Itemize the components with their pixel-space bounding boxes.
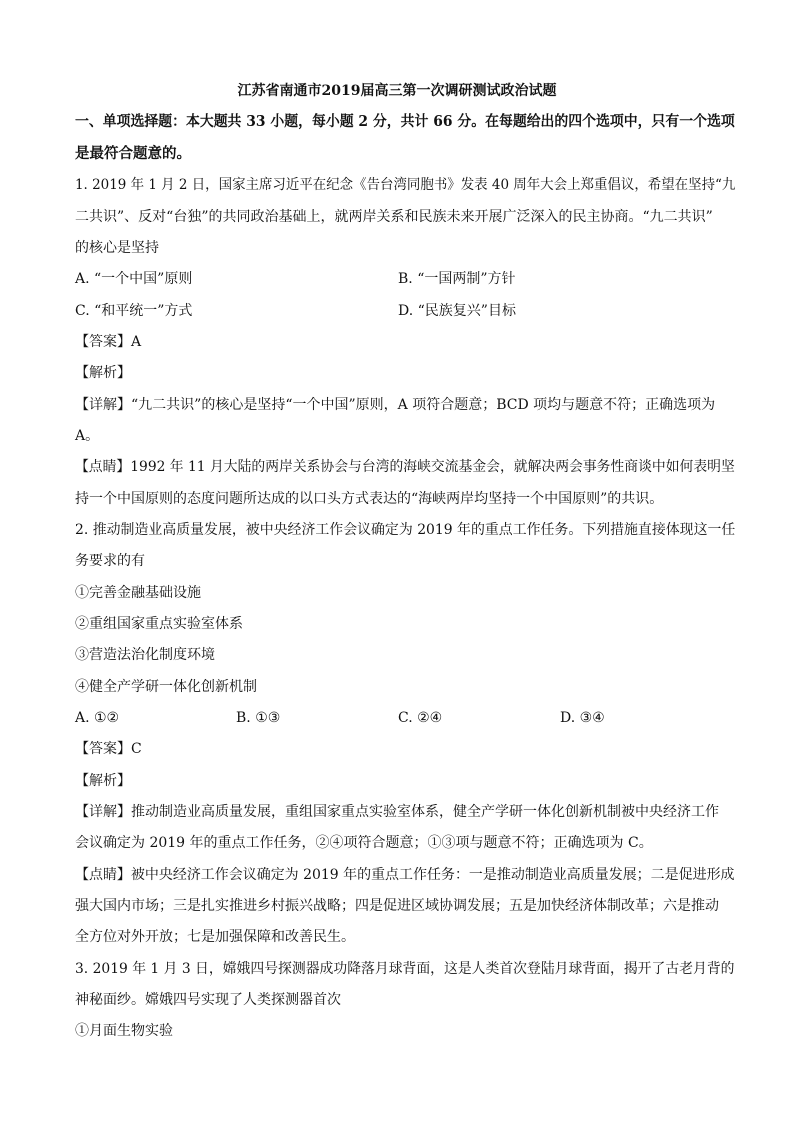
q1-note-line-2: 持一个中国原则的态度问题所达成的以口头方式表达的“海峡两岸均坚持一个中国原则”的共识。 (75, 491, 664, 507)
q2-note-line-3: 全方位对外开放；七是加强保障和改善民生。 (75, 929, 355, 945)
q2-option-c: C. ②④ (398, 710, 443, 726)
q1-stem-line-3: 的核心是坚持 (75, 240, 159, 256)
q1-answer: 【答案】A (75, 334, 142, 350)
q1-note-line-1: 【点睛】1992 年 11 月大陆的两岸关系协会与台湾的海峡交流基金会，就解决两会事务性商谈中如何表明坚 (75, 459, 735, 475)
q2-item-2: ②重组国家重点实验室体系 (75, 616, 243, 632)
q2-analysis-label: 【解析】 (75, 773, 131, 789)
q3-item-1: ①月面生物实验 (75, 1023, 173, 1039)
q2-detail-line-1: 【详解】推动制造业高质量发展，重组国家重点实验室体系，健全产学研一体化创新机制被中央经济工作 (75, 804, 719, 820)
page-title: 江苏省南通市2019届高三第一次调研测试政治试题 (237, 83, 557, 99)
q1-option-d: D. “民族复兴”目标 (398, 303, 516, 319)
q2-option-b: B. ①③ (236, 710, 281, 726)
q1-option-c: C. “和平统一”方式 (75, 303, 193, 319)
q1-stem-line-2: 二共识”、反对“台独”的共同政治基础上，就两岸关系和民族未来开展广泛深入的民主协商。“九二共识” (75, 209, 713, 225)
section-heading-line-1: 一、单项选择题：本大题共 33 小题，每小题 2 分，共计 66 分。在每题给出的四个选项中，只有一个选项 (75, 113, 735, 130)
q1-detail-line-1: 【详解】“九二共识”的核心是坚持“一个中国”原则，A 项符合题意；BCD 项均与题意不符；正确选项为 (75, 397, 716, 413)
q1-option-b: B. “一国两制”方针 (398, 271, 516, 287)
section-heading-line-2: 是最符合题意的。 (75, 145, 191, 162)
q2-item-3: ③营造法治化制度环境 (75, 647, 215, 663)
q2-stem-line-2: 务要求的有 (75, 553, 145, 569)
q3-stem-line-1: 3. 2019 年 1 月 3 日，嫦娥四号探测器成功降落月球背面，这是人类首次登陆月球背面，揭开了古老月背的 (75, 961, 735, 977)
q2-stem-line-1: 2. 推动制造业高质量发展，被中央经济工作会议确定为 2019 年的重点工作任务。下列措施直接体现这一任 (75, 522, 736, 538)
q1-detail-line-2: A。 (75, 428, 100, 444)
q1-option-a: A. “一个中国”原则 (75, 271, 193, 287)
q2-option-d: D. ③④ (560, 710, 605, 726)
q2-option-a: A. ①② (75, 710, 120, 726)
q1-stem-line-1: 1. 2019 年 1 月 2 日，国家主席习近平在纪念《告台湾同胞书》发表 40 周年大会上郑重倡议，希望在坚持“九 (75, 177, 736, 193)
q1-analysis-label: 【解析】 (75, 365, 131, 381)
q2-answer: 【答案】C (75, 741, 142, 757)
q2-item-4: ④健全产学研一体化创新机制 (75, 679, 257, 695)
q2-item-1: ①完善金融基础设施 (75, 585, 201, 601)
q3-stem-line-2: 神秘面纱。嫦娥四号实现了人类探测器首次 (75, 992, 341, 1008)
q2-detail-line-2: 会议确定为 2019 年的重点工作任务，②④项符合题意；①③项与题意不符；正确选项为 C。 (75, 835, 653, 851)
q2-note-line-2: 强大国内市场；三是扎实推进乡村振兴战略；四是促进区域协调发展；五是加快经济体制改革；六是推动 (75, 898, 719, 914)
q2-note-line-1: 【点睛】被中央经济工作会议确定为 2019 年的重点工作任务：一是推动制造业高质量发展；二是促进形成 (75, 867, 735, 883)
